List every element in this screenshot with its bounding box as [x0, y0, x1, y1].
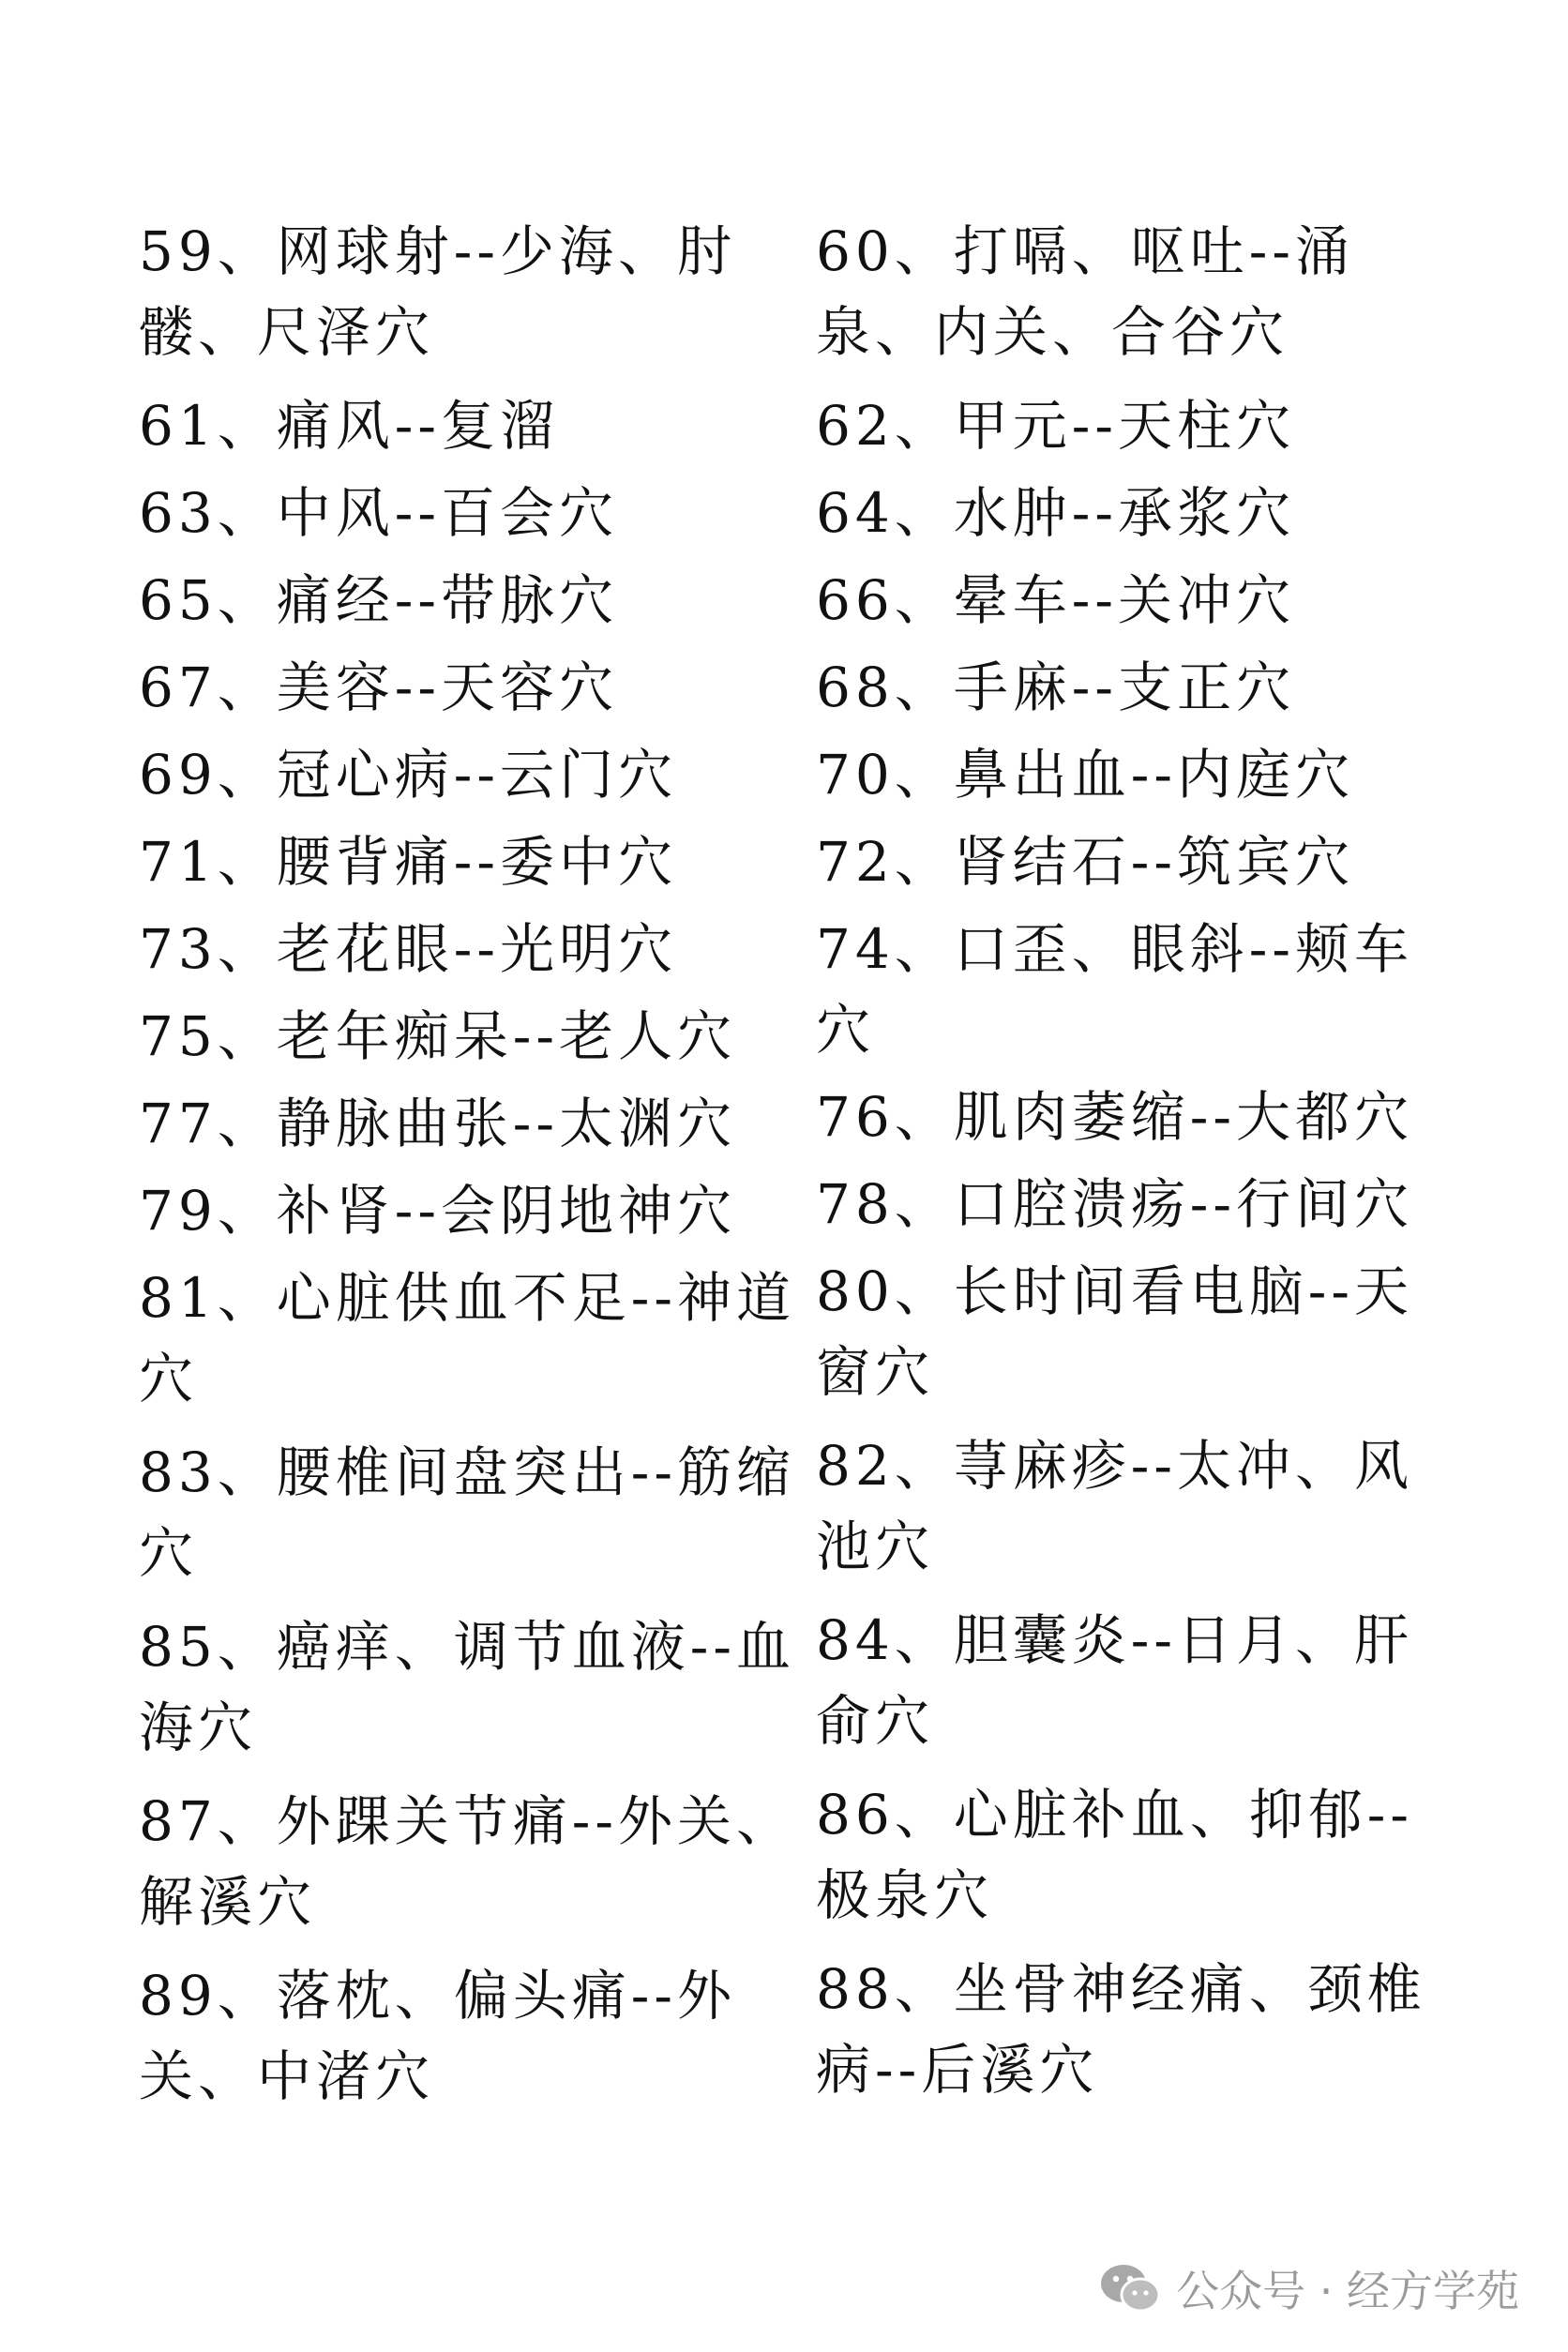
wechat-icon — [1097, 2261, 1163, 2315]
list-item: 76、肌肉萎缩--大都穴 — [816, 1085, 1413, 1149]
list-item: 64、水肿--承浆穴 — [816, 481, 1295, 545]
list-item: 78、口腔溃疡--行间穴 — [816, 1172, 1413, 1236]
list-item: 72、肾结石--筑宾穴 — [816, 830, 1354, 894]
list-item: 61、痛风--复溜 — [139, 394, 559, 458]
list-item: 63、中风--百会穴 — [139, 481, 618, 545]
footer-text: 公众号 · 经方学苑 — [1176, 2266, 1519, 2316]
footer-watermark — [1097, 2257, 1519, 2319]
list-item: 67、美容--天容穴 — [139, 656, 618, 719]
list-item: 71、腰背痛--委中穴 — [139, 830, 677, 894]
list-item: 65、痛经--带脉穴 — [139, 568, 618, 632]
list-item: 77、静脉曲张--太渊穴 — [139, 1092, 736, 1155]
list-item: 84、胆囊炎--日月、肝俞穴 — [816, 1608, 1413, 1753]
list-item: 89、落枕、偏头痛--外关、中渚穴 — [139, 1964, 736, 2108]
left-column — [139, 211, 805, 2130]
list-item: 80、长时间看电脑--天窗穴 — [816, 1259, 1413, 1404]
list-item: 62、甲元--天柱穴 — [816, 394, 1295, 458]
list-item: 68、手麻--支正穴 — [816, 656, 1295, 719]
list-item: 70、鼻出血--内庭穴 — [816, 743, 1354, 807]
right-column — [816, 211, 1463, 2123]
list-item: 73、老花眼--光明穴 — [139, 917, 677, 981]
list-item: 60、打嗝、呕吐--涌泉、内关、合谷穴 — [816, 219, 1354, 364]
list-item: 74、口歪、眼斜--颊车穴 — [816, 917, 1413, 1062]
list-item: 86、心脏补血、抑郁--极泉穴 — [816, 1783, 1413, 1927]
list-item: 79、补肾--会阴地神穴 — [139, 1179, 736, 1243]
list-item: 66、晕车--关冲穴 — [816, 568, 1295, 632]
list-item: 82、荨麻疹--太冲、风池穴 — [816, 1434, 1413, 1578]
list-item: 81、心脏供血不足--神道穴 — [139, 1266, 795, 1410]
list-item: 75、老年痴呆--老人穴 — [139, 1004, 736, 1068]
list-item: 59、网球射--少海、肘髅、尺泽穴 — [139, 219, 736, 364]
list-item: 88、坐骨神经痛、颈椎病--后溪穴 — [816, 1957, 1426, 2102]
list-item: 83、腰椎间盘突出--筋缩穴 — [139, 1440, 795, 1585]
list-item: 69、冠心病--云门穴 — [139, 743, 677, 807]
list-item: 87、外踝关节痛--外关、解溪穴 — [139, 1789, 795, 1934]
list-item: 85、癌痒、调节血液--血海穴 — [139, 1615, 795, 1759]
